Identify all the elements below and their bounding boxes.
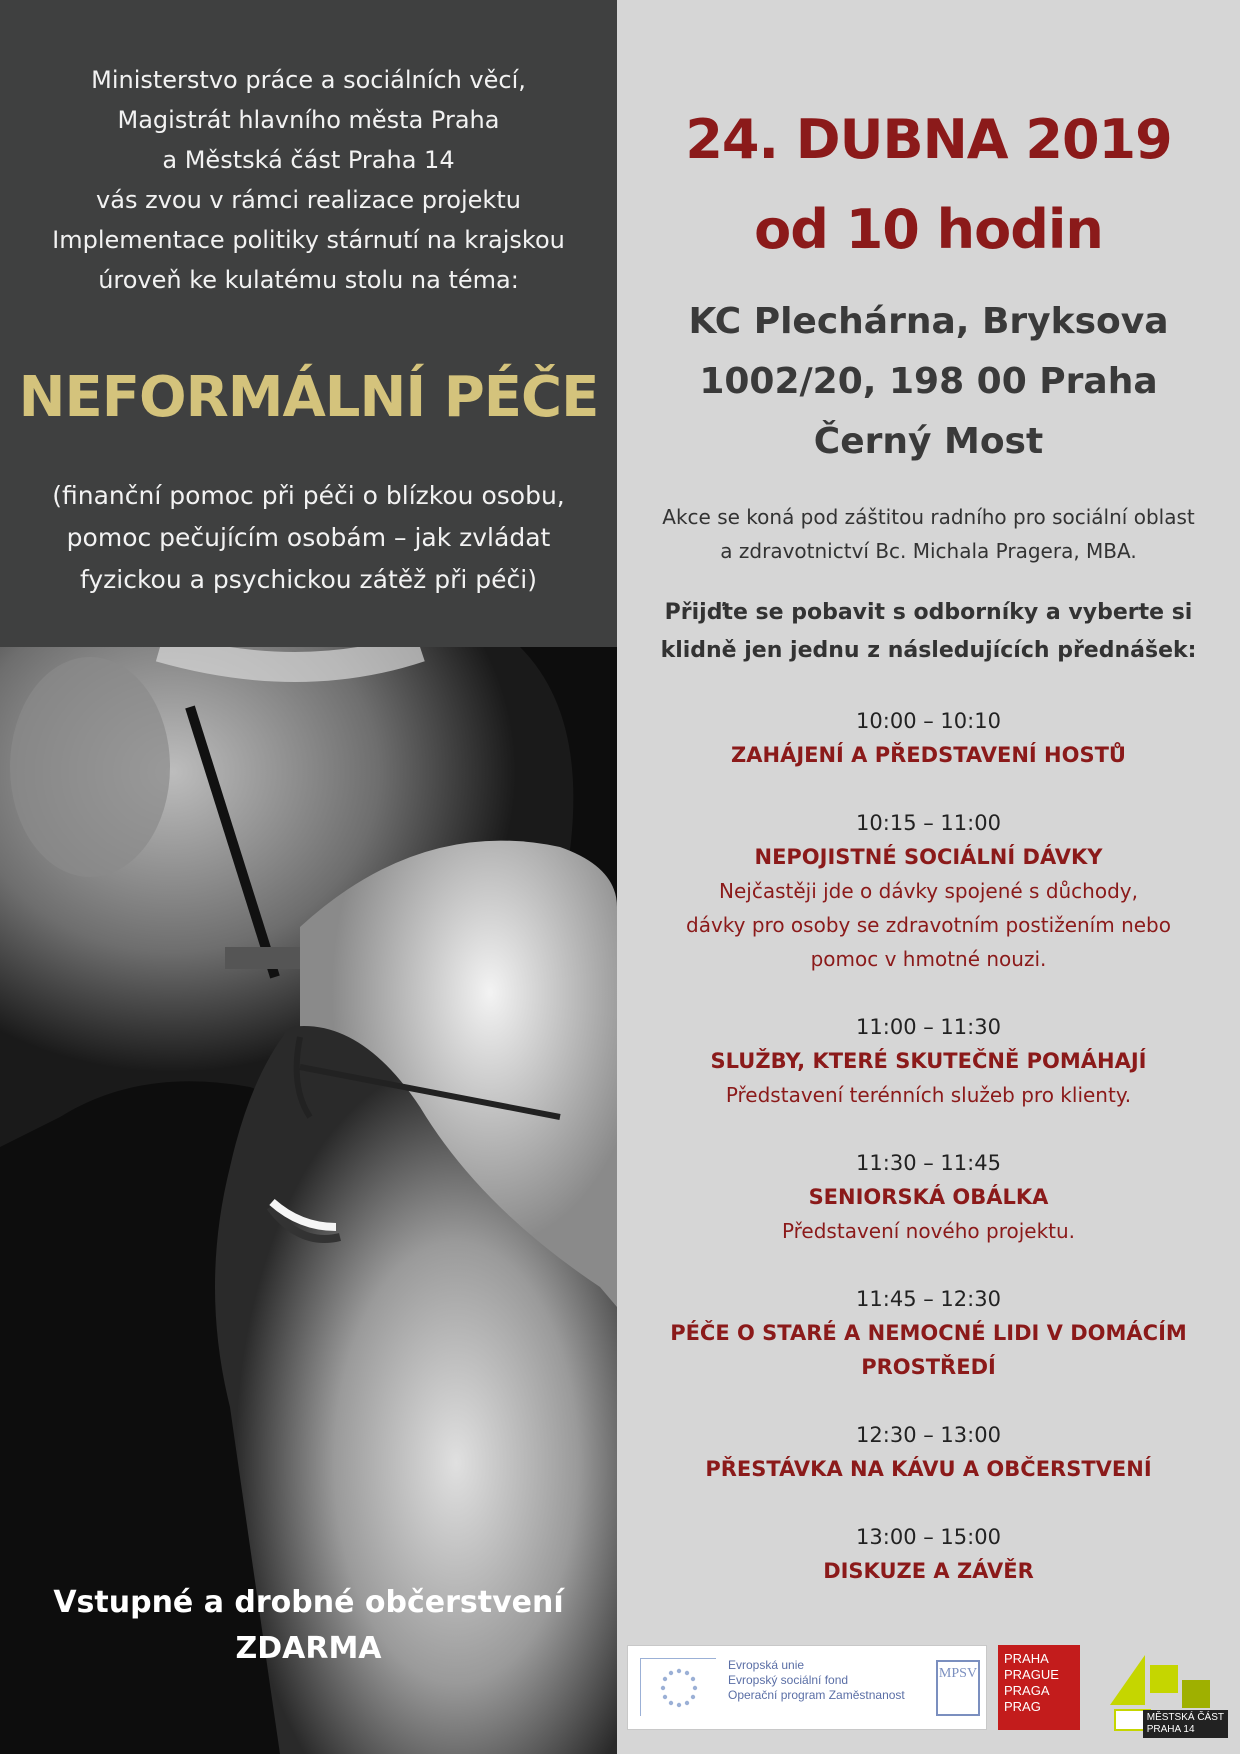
program-slot bbox=[637, 806, 1220, 976]
slot-time: 10:00 – 10:10 bbox=[856, 709, 1001, 733]
slot-title: PÉČE O STARÉ A NEMOCNÉ LIDI V DOMÁCÍM bbox=[670, 1321, 1187, 1345]
free-entry-note bbox=[0, 1580, 617, 1672]
intro-line: úroveň ke kulatému stolu na téma: bbox=[98, 266, 519, 294]
program-slot bbox=[637, 1418, 1220, 1486]
invitation-line: Přijďte se pobavit s odborníky a vyberte si bbox=[664, 600, 1193, 625]
praha-logo-line: PRAGA bbox=[1004, 1683, 1050, 1698]
slot-time: 12:30 – 13:00 bbox=[856, 1423, 1001, 1447]
topic-subtitle-line: (finanční pomoc při péči o blízkou osobu, bbox=[52, 481, 565, 510]
invitation-line: klidně jen jednu z následujících přednášek: bbox=[660, 638, 1197, 663]
intro-text bbox=[20, 60, 597, 300]
venue-line: KC Plechárna, Bryksova bbox=[688, 301, 1169, 342]
intro-panel bbox=[0, 0, 617, 647]
slot-description: pomoc v hmotné nouzi. bbox=[810, 947, 1047, 971]
slot-title: SLUŽBY, KTERÉ SKUTEČNĚ POMÁHAJÍ bbox=[710, 1049, 1147, 1073]
slot-time: 13:00 – 15:00 bbox=[856, 1525, 1001, 1549]
praha14-label-line: MĚSTSKÁ ČÁST bbox=[1146, 1712, 1224, 1723]
eu-logo-line: Evropská unie bbox=[728, 1658, 805, 1672]
eu-flag-icon bbox=[640, 1658, 716, 1716]
slot-time: 11:00 – 11:30 bbox=[856, 1015, 1001, 1039]
program-slot bbox=[637, 704, 1220, 772]
slot-title: NEPOJISTNÉ SOCIÁLNÍ DÁVKY bbox=[754, 845, 1103, 869]
elderly-couple-photo bbox=[0, 647, 617, 1754]
praha-logo-line: PRAG bbox=[1004, 1699, 1041, 1714]
free-entry-line: Vstupné a drobné občerstvení bbox=[53, 1585, 564, 1620]
topic-subtitle-line: pomoc pečujícím osobám – jak zvládat bbox=[66, 523, 551, 552]
patronage-line: a zdravotnictví Bc. Michala Pragera, MBA. bbox=[720, 539, 1137, 563]
slot-description: Nejčastěji jde o dávky spojené s důchody, bbox=[719, 879, 1138, 903]
event-date bbox=[617, 95, 1240, 275]
event-time-line: od 10 hodin bbox=[754, 198, 1103, 261]
praha14-label bbox=[1143, 1710, 1228, 1738]
slot-title: PŘESTÁVKA NA KÁVU A OBČERSTVENÍ bbox=[705, 1457, 1152, 1481]
intro-line: Magistrát hlavního města Praha bbox=[117, 106, 500, 134]
topic-subtitle-line: fyzickou a psychickou zátěž při péči) bbox=[80, 565, 537, 594]
praha-logo-line: PRAHA bbox=[1004, 1651, 1049, 1666]
free-entry-emphasis: ZDARMA bbox=[235, 1631, 382, 1666]
slot-title: ZAHÁJENÍ A PŘEDSTAVENÍ HOSTŮ bbox=[731, 743, 1126, 767]
venue bbox=[617, 292, 1240, 472]
slot-time: 11:30 – 11:45 bbox=[856, 1151, 1001, 1175]
eu-logo-line: Evropský sociální fond bbox=[728, 1673, 849, 1687]
venue-line: Černý Most bbox=[813, 421, 1044, 462]
slot-title: SENIORSKÁ OBÁLKA bbox=[808, 1185, 1049, 1209]
eu-esf-logo bbox=[627, 1645, 987, 1730]
slot-time: 10:15 – 11:00 bbox=[856, 811, 1001, 835]
intro-line: vás zvou v rámci realizace projektu bbox=[96, 186, 521, 214]
event-date-line: 24. DUBNA 2019 bbox=[685, 108, 1172, 171]
praha-logo bbox=[998, 1645, 1080, 1730]
invitation-text bbox=[627, 594, 1230, 670]
intro-line: Ministerstvo práce a sociálních věcí, bbox=[91, 66, 526, 94]
topic-title: NEFORMÁLNÍ PÉČE bbox=[18, 365, 599, 430]
praha14-logo bbox=[1090, 1645, 1230, 1740]
patronage-note bbox=[627, 500, 1230, 568]
praha14-label-line: PRAHA 14 bbox=[1146, 1724, 1195, 1735]
eu-logo-line: Operační program Zaměstnanost bbox=[728, 1688, 905, 1702]
venue-line: 1002/20, 198 00 Praha bbox=[699, 361, 1158, 402]
program-schedule bbox=[637, 704, 1220, 1622]
partner-logos bbox=[620, 1645, 1240, 1754]
patronage-line: Akce se koná pod záštitou radního pro sociální oblast bbox=[662, 505, 1195, 529]
slot-description: Představení terénních služeb pro klienty. bbox=[725, 1083, 1132, 1107]
program-slot bbox=[637, 1010, 1220, 1112]
slot-time: 11:45 – 12:30 bbox=[856, 1287, 1001, 1311]
program-slot bbox=[637, 1520, 1220, 1588]
slot-title: PROSTŘEDÍ bbox=[861, 1355, 996, 1379]
program-slot bbox=[637, 1146, 1220, 1248]
eu-logo-text bbox=[728, 1658, 905, 1703]
slot-title: DISKUZE A ZÁVĚR bbox=[823, 1559, 1034, 1583]
intro-line: a Městská část Praha 14 bbox=[162, 146, 455, 174]
right-column bbox=[617, 0, 1240, 1754]
praha-logo-line: PRAGUE bbox=[1004, 1667, 1059, 1682]
intro-line: Implementace politiky stárnutí na krajskou bbox=[52, 226, 565, 254]
left-column bbox=[0, 0, 617, 1754]
slot-description: dávky pro osoby se zdravotním postižením nebo bbox=[686, 913, 1171, 937]
program-slot bbox=[637, 1282, 1220, 1384]
slot-description: Představení nového projektu. bbox=[781, 1219, 1076, 1243]
mpsv-logo: MPSV bbox=[936, 1660, 980, 1716]
topic-subtitle bbox=[20, 475, 597, 601]
